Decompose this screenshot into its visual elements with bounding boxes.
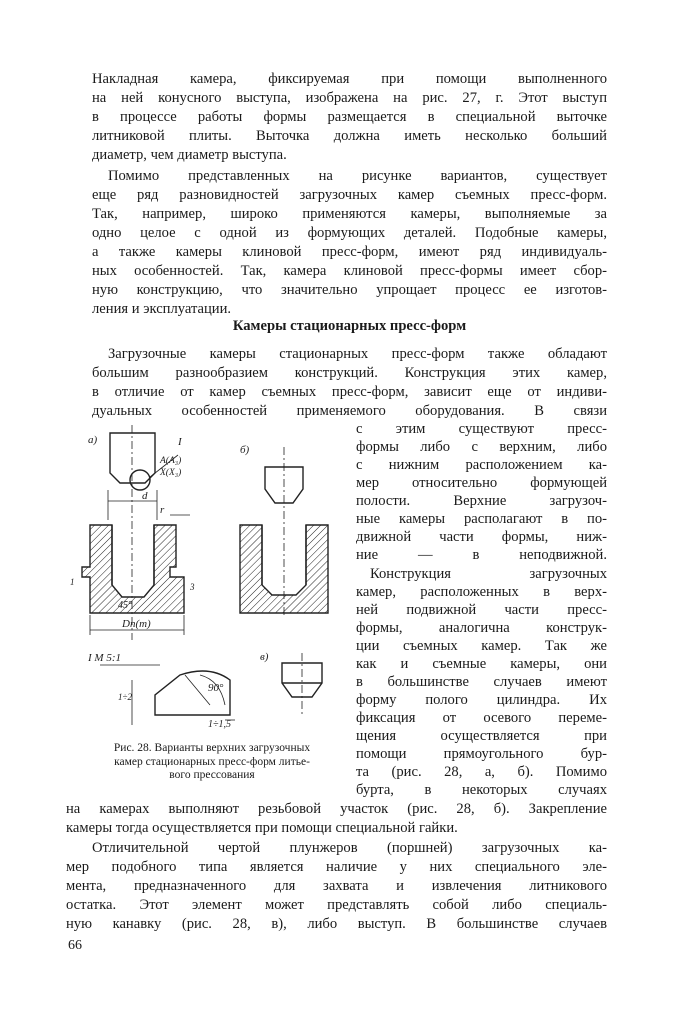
text-line: щения осуществляется при — [356, 728, 607, 744]
text-line: формы либо с верхним, либо — [356, 439, 607, 455]
page-number: 66 — [68, 938, 82, 953]
label-a: а) — [88, 434, 98, 446]
dim-small: 1÷1,5 — [208, 719, 231, 730]
section-heading: Камеры стационарных пресс-форм — [232, 318, 467, 334]
detail-label: I M 5:1 — [88, 652, 121, 664]
text-line: ние — в неподвижной. — [356, 547, 607, 563]
text-line: в большинстве случаев имеют — [356, 674, 607, 690]
text-line: остатка. Этот элемент может представлять собой либо специаль- — [66, 897, 607, 913]
text-line: формы, аналогична конструк- — [356, 620, 607, 636]
text-line: полости. Верхние загрузоч- — [356, 493, 607, 509]
text-line: движной части формы, ниж- — [356, 529, 607, 545]
text-line: мер относительно формующей — [356, 475, 607, 491]
dim-dn: Dп(т) — [122, 618, 151, 630]
label-b: б) — [240, 444, 250, 456]
text-line: ные камеры располагают в по- — [356, 511, 607, 527]
text-line: ции съемных камер. Так же — [356, 638, 607, 654]
text-line: большим разнообразием конструкций. Конструкция этих камер, — [92, 365, 607, 381]
text-line: мента, предназначенного для захвата и извлечения литникового — [66, 878, 607, 894]
text-line: Отличительной чертой плунжеров (поршней) загрузочных ка- — [92, 840, 607, 856]
text-line: бурта, в некоторых случаях — [356, 782, 607, 798]
dim-angle-45: 45° — [118, 600, 132, 611]
text-line: диаметр, чем диаметр выступа. — [92, 147, 287, 163]
text-line: фиксация от осевого переме- — [356, 710, 607, 726]
text-line: одно целое с одной из формующих деталей. Подобные камеры, — [92, 225, 607, 241]
text-line: Загрузочные камеры стационарных пресс-форм также обладают — [108, 346, 607, 362]
text-line: дуальных особенностей применяемого оборудования. В связи — [92, 403, 607, 419]
dim-h: 1÷2 — [118, 692, 132, 702]
text-line: камеры тогда осуществляется при помощи специальной гайки. — [66, 820, 458, 836]
text-line: еще ряд разновидностей загрузочных камер съемных пресс-форм. — [92, 187, 607, 203]
text-line: с этим существуют пресс- — [356, 421, 607, 437]
text-line: литниковой плиты. Выточка должна иметь несколько больший — [92, 128, 607, 144]
fit-lower: X(X₃) — [160, 468, 182, 478]
text-line: та (рис. 28, а, б). Помимо — [356, 764, 607, 780]
text-line: ную конструкцию, что значительно упрощает процесс ее изготов- — [92, 282, 607, 298]
text-line: ную канавку (рис. 28, в), либо выступ. В большинстве случаев — [66, 916, 607, 932]
caption-line: Рис. 28. Варианты верхних загрузочных — [113, 742, 311, 754]
text-line: мер подобного типа является наличие у них специального эле- — [66, 859, 607, 875]
caption-line: вого прессования — [169, 769, 255, 781]
dim-3: 3 — [190, 582, 195, 592]
fit-upper: A(A₃) — [160, 456, 182, 466]
dim-angle-90: 90° — [208, 682, 224, 694]
figure-caption — [66, 742, 358, 783]
text-line: как и съемные камеры, они — [356, 656, 607, 672]
caption-line: камер стационарных пресс-форм литье- — [114, 755, 310, 768]
dim-1: 1 — [70, 577, 75, 587]
text-line: ления и эксплуатации. — [92, 301, 232, 317]
detail-circle — [130, 470, 150, 490]
label-I: I — [178, 436, 182, 448]
text-line: Так, например, широко применяются камеры, выполняемые за — [92, 206, 607, 222]
text-line: в отличие от камер съемных пресс-форм, зависит еще от индиви- — [92, 384, 607, 400]
text-line: форму полого цилиндра. Их — [356, 692, 607, 708]
chamber-body-a — [82, 525, 184, 613]
label-v: в) — [260, 651, 269, 663]
text-line: на ней конусного выступа, изображена на рис. 27, г. Этот выступ — [92, 90, 607, 106]
figure-28 — [60, 425, 360, 740]
dim-d: d — [142, 490, 148, 502]
text-line: ней подвижной части пресс- — [356, 602, 607, 618]
text-line: Помимо представленных на рисунке вариантов, существует — [108, 168, 607, 184]
text-line: с нижним расположением ка- — [356, 457, 607, 473]
text-line: ных особенностей. Так, камера клиновой пресс-формы имеет сбор- — [92, 263, 607, 279]
text-line: Конструкция загрузочных — [370, 566, 607, 582]
text-line: в процессе работы формы размещается в специальной выточке — [92, 109, 607, 125]
text-line: а также камеры клиновой пресс-форм, имеют ряд индивидуаль- — [92, 244, 607, 260]
text-line: камер, расположенных в верх- — [356, 584, 607, 600]
dim-r: r — [160, 504, 165, 516]
text-line: на камерах выполняют резьбовой участок (рис. 28, б). Закрепление — [66, 801, 607, 817]
text-line: помощи прямоугольного бур- — [356, 746, 607, 762]
text-line: Накладная камера, фиксируемая при помощи выполненного — [92, 71, 607, 87]
